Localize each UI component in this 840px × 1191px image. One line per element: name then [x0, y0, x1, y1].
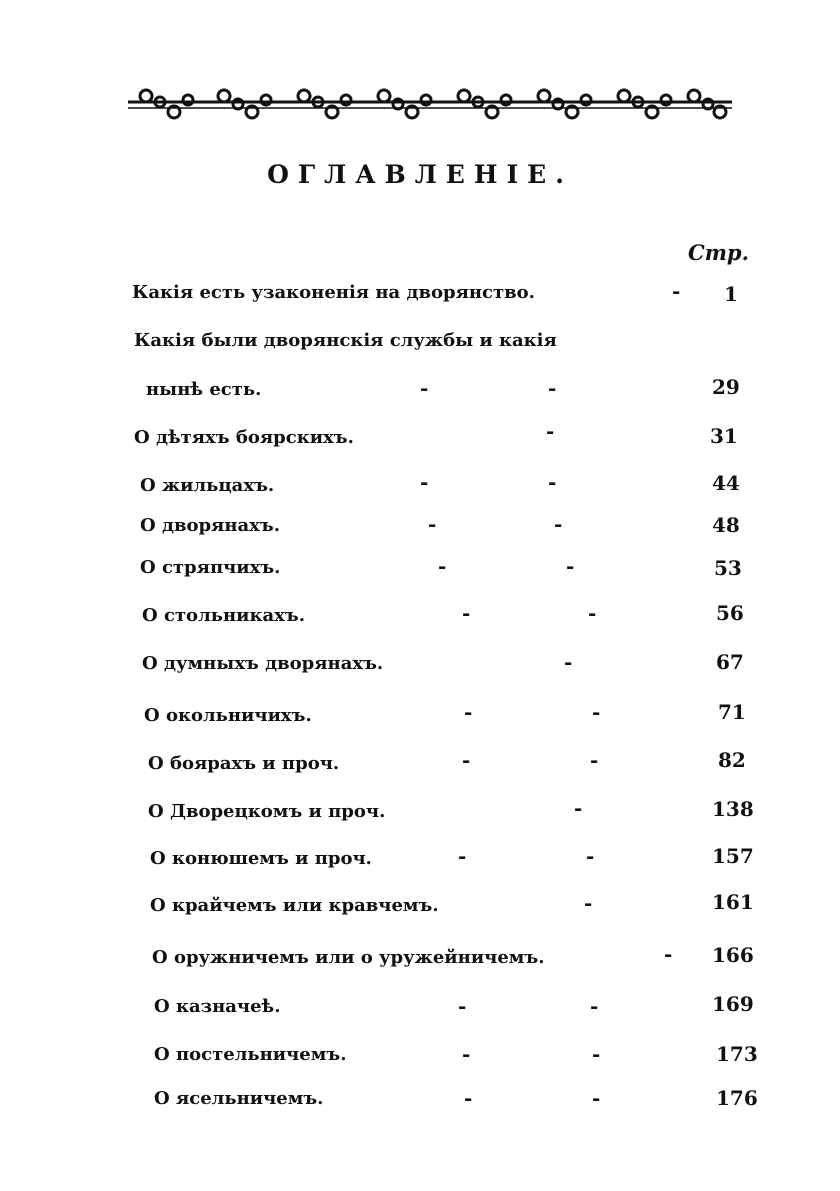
leader-dash: -: [588, 601, 597, 625]
toc-entry-page: 176: [716, 1086, 758, 1110]
toc-entry-text: О жильцахъ.: [140, 475, 275, 496]
leader-dash: -: [464, 700, 473, 724]
leader-dash: -: [458, 844, 467, 868]
leader-dash: -: [428, 512, 437, 536]
toc-entry-text: О стряпчихъ.: [140, 557, 281, 578]
toc-entry-page: 173: [716, 1042, 758, 1066]
leader-dash: -: [590, 994, 599, 1018]
toc-entry-text: О казначеѣ.: [154, 996, 281, 1017]
toc-entry-text: О постельничемъ.: [154, 1044, 347, 1065]
toc-entry-text: О дѣтяхъ боярскихъ.: [134, 427, 354, 448]
toc-entry-text: О крайчемъ или кравчемъ.: [150, 895, 439, 916]
leader-dash: -: [420, 376, 429, 400]
toc-entry-page: 161: [712, 890, 754, 914]
leader-dash: -: [664, 942, 673, 966]
toc-entry-page: 1: [724, 282, 738, 306]
leader-dash: -: [564, 650, 573, 674]
toc-entry-text: нынѣ есть.: [146, 379, 262, 400]
leader-dash: -: [574, 796, 583, 820]
leader-dash: -: [592, 1042, 601, 1066]
toc-entry-text: О конюшемъ и проч.: [150, 848, 372, 869]
decorative-ornament-band: [128, 80, 732, 124]
page-column-label: Стр.: [688, 240, 749, 265]
toc-entry-text: О оружничемъ или о уружейничемъ.: [152, 947, 545, 968]
leader-dash: -: [462, 601, 471, 625]
leader-dash: -: [672, 279, 681, 303]
leader-dash: -: [462, 1042, 471, 1066]
leader-dash: -: [554, 512, 563, 536]
toc-entry-text: О ясельничемъ.: [154, 1088, 324, 1109]
leader-dash: -: [462, 748, 471, 772]
toc-entry-page: 138: [712, 797, 754, 821]
leader-dash: -: [592, 700, 601, 724]
leader-dash: -: [590, 748, 599, 772]
toc-entry-page: 169: [712, 992, 754, 1016]
toc-entry-text: О думныхъ дворянахъ.: [142, 653, 384, 674]
leader-dash: -: [438, 554, 447, 578]
toc-entry-page: 166: [712, 943, 754, 967]
toc-entry-page: 31: [710, 424, 738, 448]
toc-entry-text: Какія были дворянскія службы и какія: [134, 330, 557, 351]
toc-entry-page: 82: [718, 748, 746, 772]
toc-entry-page: 53: [714, 556, 742, 580]
toc-entry-page: 44: [712, 471, 740, 495]
toc-entry-text: О окольничихъ.: [144, 705, 312, 726]
leader-dash: -: [592, 1086, 601, 1110]
toc-entry-page: 71: [718, 700, 746, 724]
toc-entry-page: 29: [712, 375, 740, 399]
toc-entry-page: 56: [716, 601, 744, 625]
toc-entry-page: 157: [712, 844, 754, 868]
toc-entry-text: О дворянахъ.: [140, 515, 280, 536]
toc-entry-text: О стольникахъ.: [142, 605, 305, 626]
toc-entry-text: О боярахъ и проч.: [148, 753, 340, 774]
toc-entry-text: О Дворецкомъ и проч.: [148, 801, 386, 822]
leader-dash: -: [584, 891, 593, 915]
toc-entry-page: 48: [712, 513, 740, 537]
toc-entry-text: Какія есть узаконенія на дворянство.: [132, 282, 535, 303]
leader-dash: -: [566, 554, 575, 578]
toc-entry-page: 67: [716, 650, 744, 674]
leader-dash: -: [586, 844, 595, 868]
leader-dash: -: [548, 470, 557, 494]
leader-dash: -: [458, 994, 467, 1018]
page-title: ОГЛАВЛЕНІЕ.: [267, 160, 573, 189]
leader-dash: -: [420, 470, 429, 494]
leader-dash: -: [548, 376, 557, 400]
leader-dash: -: [464, 1086, 473, 1110]
leader-dash: -: [546, 419, 555, 443]
